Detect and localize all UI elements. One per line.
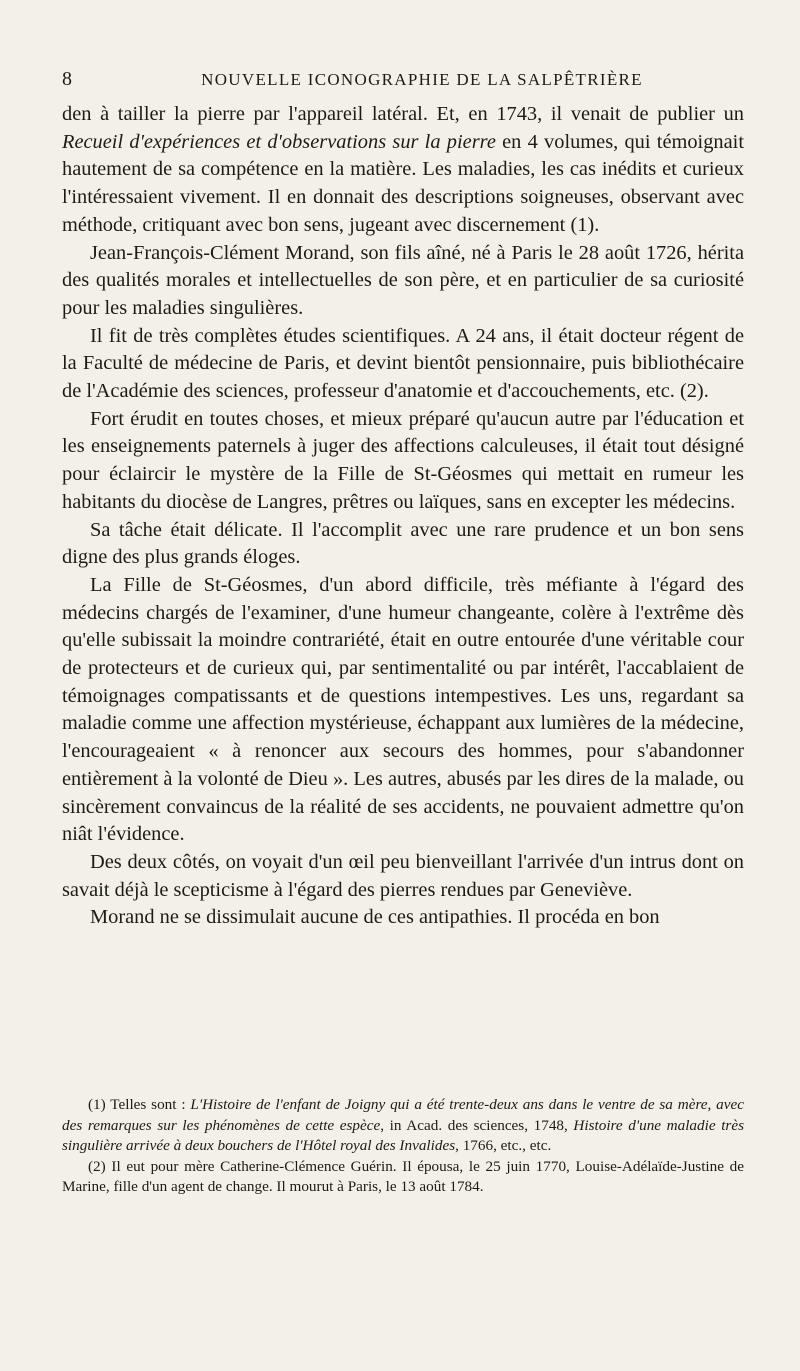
paragraph-5: Sa tâche était délicate. Il l'accomplit avec une rare prudence et un bon sens digne des plus grands éloges. (62, 518, 744, 569)
footnotes (62, 1095, 744, 1198)
body-text (62, 101, 744, 932)
footnote-1 (62, 1095, 744, 1157)
footnote-2: (2) Il eut pour mère Catherine-Clémence Guérin. Il épousa, le 25 juin 1770, Louise-Adélaïde-Justine de Marine, fille d'un agent de change. Il mourut à Paris, le 13 août 1784. (62, 1157, 744, 1196)
book-title-recueil: Recueil d'expériences et d'observations sur la pierre (62, 130, 496, 153)
paragraph-4: Fort érudit en toutes choses, et mieux préparé qu'aucun autre par l'éducation et les enseignements paternels à juger des affections calculeuses, il était tout désigné pour éclaircir le mystère de la Fille de St-Géosmes qui mettait en rumeur les habitants du diocèse de Langres, prêtres ou laïques, sans en excepter les médecins. (62, 407, 744, 513)
page-header (62, 68, 742, 94)
paragraph-1-text-b: en 4 volumes, qui témoignait hautement de sa compétence en la matière. Les maladies, les cas inédits et curieux l'intéressaient vivement. Il en donnait des descriptions soigneuses, observant avec méthode, critiquant avec bon sens, jugeant avec discernement (1). (62, 130, 744, 236)
running-head: NOUVELLE ICONOGRAPHIE DE LA SALPÊTRIÈRE (201, 70, 643, 89)
paragraph-3: Il fit de très complètes études scientifiques. A 24 ans, il était docteur régent de la Faculté de médecine de Paris, et devint bientôt pensionnaire, puis bibliothécaire de l'Académie des sciences, professeur d'anatomie et d'accouchements, etc. (2). (62, 324, 744, 403)
footnote-1-text-b: , in Acad. des sciences, 1748, (380, 1116, 574, 1134)
paragraph-1-text-a: den à tailler la pierre par l'appareil latéral. Et, en 1743, il venait de publier un (62, 103, 744, 125)
footnote-1-title-2: Histoire d'une maladie très singulière arrivée à deux bouchers de l'Hôtel royal des Invalides (62, 1116, 744, 1155)
paragraph-2: Jean-François-Clément Morand, son fils aîné, né à Paris le 28 août 1726, hérita des qualités morales et intellectuelles de son père, et en particulier de sa curiosité pour les maladies singulières. (62, 241, 744, 319)
paragraph-6: La Fille de St-Géosmes, d'un abord difficile, très méfiante à l'égard des médecins chargés de l'examiner, d'une humeur changeante, colère à l'extrême dès qu'elle subissait la moindre contrariété, était en outre entourée d'une véritable cour de protecteurs et de curieux qui, par sentimentalité ou par intérêt, l'accablaient de témoignages compatissants et de questions intempestives. Les uns, regardant sa maladie comme une affection mystérieuse, échappant aux lumières de la médecine, l'encourageaient « à renoncer aux secours des hommes, pour s'abandonner entièrement à la volonté de Dieu ». Les autres, abusés par les dires de la malade, ou sincèrement convaincus de la réalité de ses accidents, ne pouvaient admettre qu'on niât l'évidence. (62, 573, 744, 846)
footnote-1-title-1: L'Histoire de l'enfant de Joigny qui a été trente-deux ans dans le ventre de sa mère, avec des remarques sur les phénomènes de cette espèce (62, 1096, 744, 1134)
footnote-1-text-c: , 1766, etc., etc. (455, 1137, 552, 1155)
paragraph-1 (62, 101, 744, 240)
paragraph-7: Des deux côtés, on voyait d'un œil peu bienveillant l'arrivée d'un intrus dont on savait déjà le scepticisme à l'égard des pierres rendues par Geneviève. (62, 850, 744, 901)
footnote-1-text-a: (1) Telles sont : (88, 1096, 191, 1113)
page-number: 8 (62, 68, 72, 90)
paragraph-8: Morand ne se dissimulait aucune de ces antipathies. Il procéda en bon (90, 906, 660, 929)
